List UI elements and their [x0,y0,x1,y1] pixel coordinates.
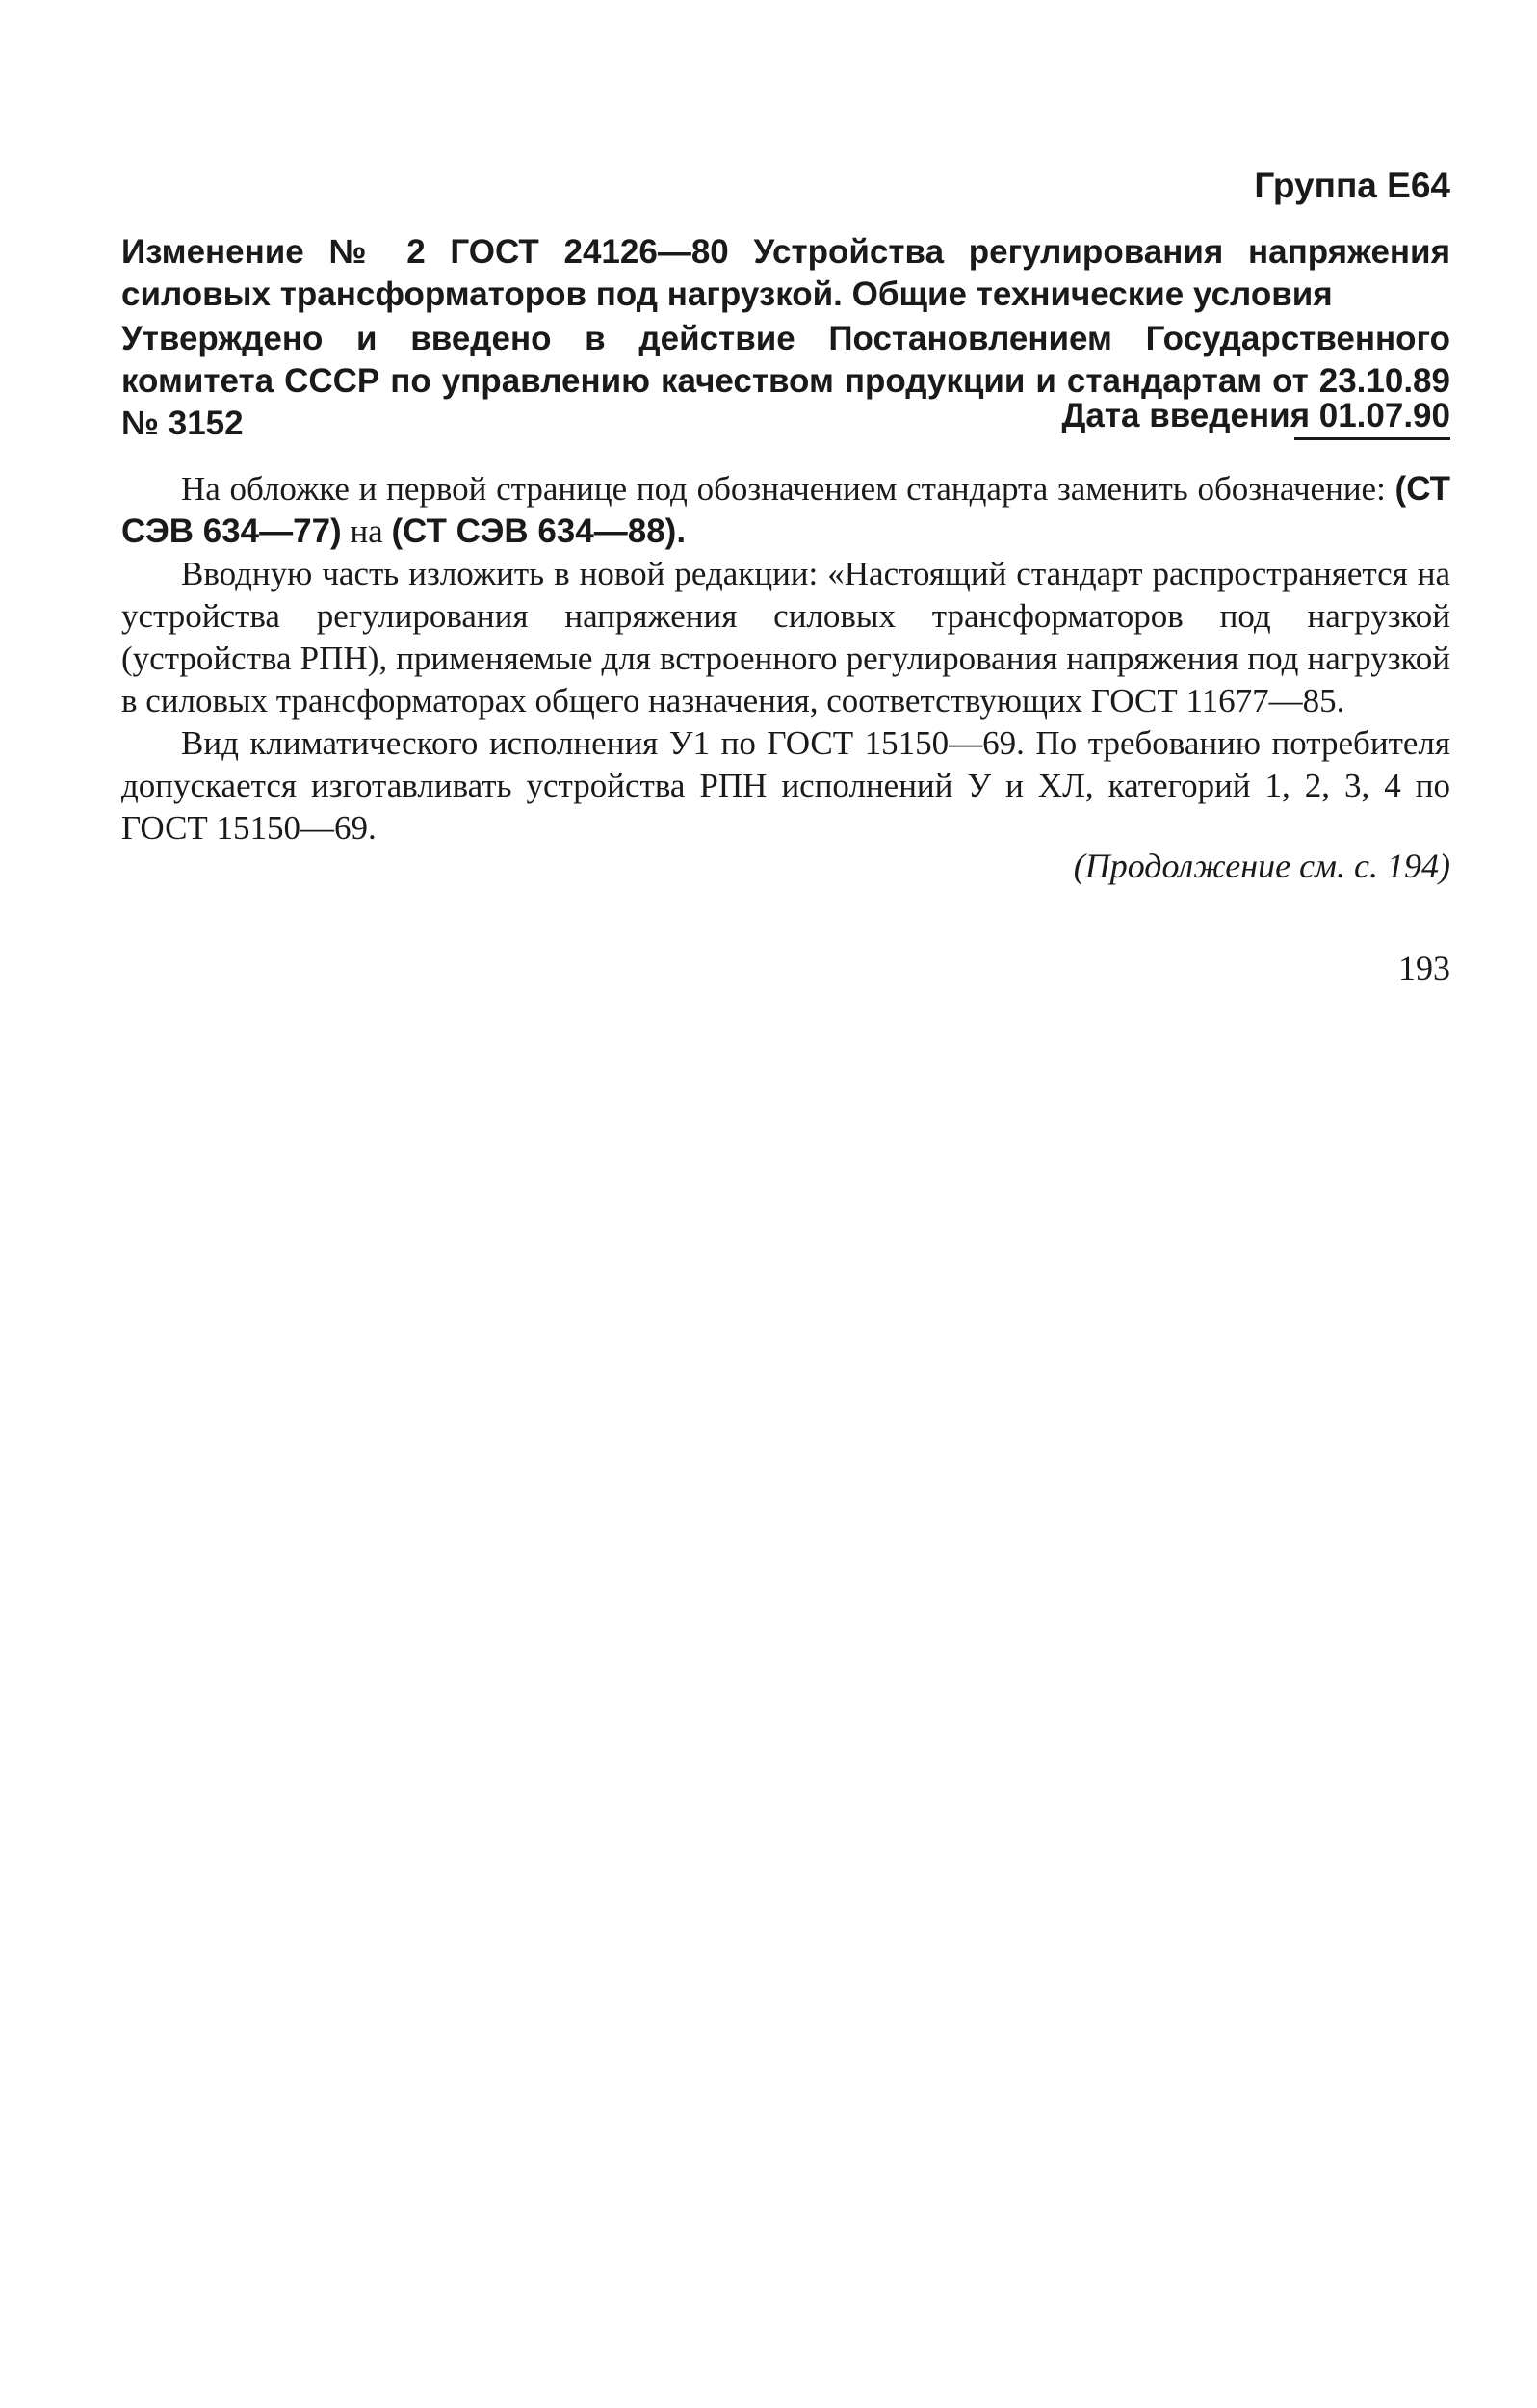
paragraph-lead: На обложке и первой странице под обозначением стандарта заменить обозначение: [181,470,1395,508]
group-label: Группа Е64 [1254,166,1450,205]
page-number: 193 [1398,949,1450,987]
old-designation: (СТ СЭВ 634—77) [121,470,1450,550]
introduction-date-underline [1294,437,1450,440]
paragraph-connector: на [341,512,392,550]
continuation-note: (Продолжение см. с. 194) [1073,847,1450,885]
introduction-date: Дата введения 01.07.90 [1061,397,1450,434]
change-title: Изменение № 2 ГОСТ 24126—80 Устройства регулирования напряжения силовых трансформаторов под нагрузкой. Общие технические условия [121,233,1450,313]
body-text [121,468,1450,850]
paragraph-introduction: Вводную часть изложить в новой редакции: «Настоящий стандарт распространяется на устройства регулирования напряжения силовых трансформаторов под нагрузкой (устройства РПН), применяемые для встроенного регулирования напряжения под нагрузкой в силовых трансформаторах общего назначения, соответствующих ГОСТ 11677—85. [121,555,1450,720]
paragraph-climatic: Вид климатического исполнения У1 по ГОСТ 15150—69. По требованию потребителя допускается изготавливать устройства РПН исполнений У и ХЛ, категорий 1, 2, 3, 4 по ГОСТ 15150—69. [121,724,1450,847]
new-designation: (СТ СЭВ 634—88). [391,512,687,550]
paragraph-cover-designation [121,468,1450,553]
approval-statement: Утверждено и введено в действие Постановлением Государственного комитета СССР по управлению качеством продукции и стандартам от 23.10.89 № 3152 [121,320,1450,442]
